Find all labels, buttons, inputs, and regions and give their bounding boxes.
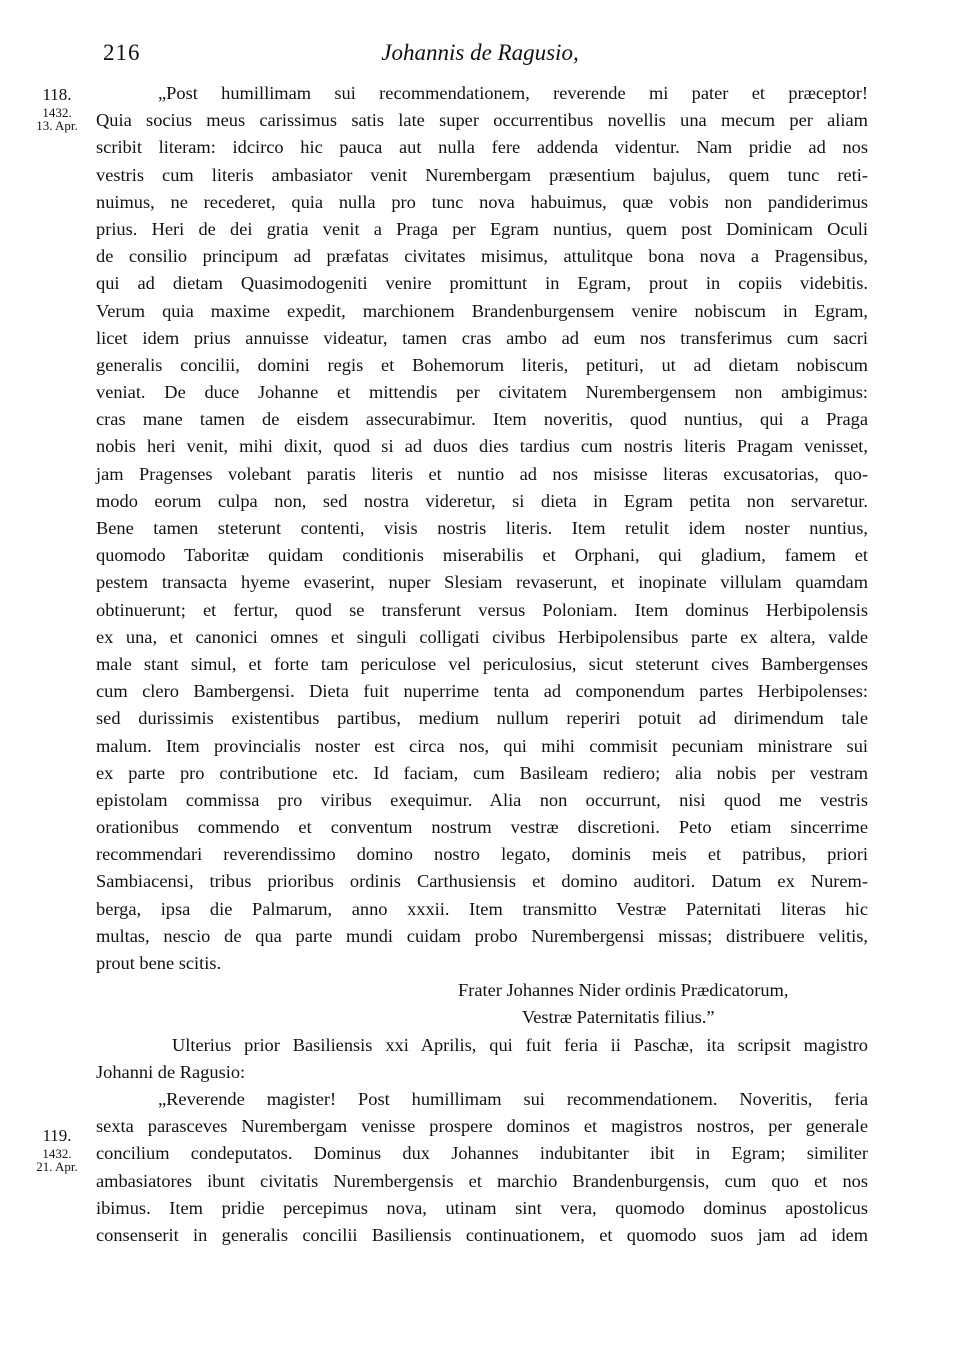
- text-line: Johanni de Ragusio:: [96, 1061, 246, 1082]
- letter-year: 1432.: [42, 1146, 72, 1161]
- text-line: de consilio principum ad præfatas civitates misimus, attulitque bona nova a Pragensibus,: [96, 246, 868, 267]
- text-line: sed durissimis existentibus partibus, medium nullum reperiri potuit ad dirimendum tale: [96, 708, 868, 729]
- text-line: nobis heri venit, mihi dixit, quod si ad duos dies tardius cum nostris literis Pragam venisset,: [96, 436, 868, 457]
- text-line: cras mane tamen de eisdem assecurabimur. Item noveritis, quod nuntius, qui a Praga: [96, 409, 868, 430]
- text-line: concilium condeputatos. Dominus dux Johannes indubitanter ibit in Egram; similiter: [96, 1143, 868, 1164]
- letter-year: 1432.: [42, 105, 72, 120]
- letter-date: 13. Apr.: [36, 118, 78, 133]
- text-line: ibimus. Item pridie percepimus nova, utinam sint vera, quomodo dominus apostolicus: [96, 1197, 868, 1218]
- text-line: „Reverende magister! Post humillimam sui recommendationem. Noveritis, feria: [158, 1088, 868, 1109]
- text-line: jam Pragenses volebant paratis literis et nuntio ad nos misisse literas excusatorias, quo-: [96, 463, 868, 484]
- margin-note-119: [24, 1125, 90, 1173]
- text-line: veniat. De duce Johanne et mittendis per civitatem Nurembergensem non ambigimus:: [96, 382, 868, 403]
- text-line: Ulterius prior Basiliensis xxi Aprilis, qui fuit feria ii Paschæ, ita scripsit magistro: [172, 1034, 868, 1055]
- text-line: nuimus, ne recederet, quia nulla pro tunc nova habuimus, quæ vobis non pandiderimus: [96, 191, 868, 212]
- letter-number: 119.: [42, 1126, 72, 1145]
- text-line: Verum quia maxime expedit, marchionem Brandenburgensem venire nobiscum in Egram,: [96, 300, 868, 321]
- text-line: vestris cum literis ambasiator venit Nurembergam præsentium bajulus, quem tunc reti-: [96, 164, 868, 185]
- body-text: [96, 80, 868, 1249]
- text-line: berga, ipsa die Palmarum, anno xxxii. Item transmitto Vestræ Paternitati literas hic: [96, 898, 868, 919]
- text-line: ambasiatores ibunt civitatis Nurembergensis et marchio Brandenburgensis, cum quo et nos: [96, 1170, 868, 1191]
- text-line: ex una, et canonici omnes et singuli colligati civibus Herbipolensibus parte ex altera, valde: [96, 626, 868, 647]
- text-line: obtinuerunt; et fertur, quod se transferunt versus Poloniam. Item dominus Herbipolensis: [96, 599, 868, 620]
- text-line: prius. Heri de dei gratia venit a Praga per Egram nuntius, quem post Dominicam Oculi: [96, 218, 868, 239]
- text-line: epistolam commissa pro viribus exequimur. Alia non occurrunt, nisi quod me vestris: [96, 789, 868, 810]
- text-line: multas, nescio de qua parte mundi cuidam probo Nurembergensi missas; distribuere velitis,: [96, 925, 868, 946]
- text-line: quomodo Taboritæ quidam conditionis miserabilis et Orphani, qui gladium, famem et: [96, 545, 868, 566]
- page-number: 216: [103, 40, 141, 65]
- text-line: consenserit in generalis concilii Basiliensis continuationem, et quomodo suos jam ad idem: [96, 1224, 868, 1245]
- text-line: orationibus commendo et conventum nostrum vestræ discretioni. Peto etiam sincerrime: [96, 817, 868, 838]
- signature-line: Frater Johannes Nider ordinis Prædicatorum,: [458, 980, 789, 1001]
- margin-note-118: [24, 84, 90, 132]
- page-header: [0, 32, 960, 72]
- running-head: Johannis de Ragusio,: [381, 40, 579, 65]
- signature-line: Vestræ Paternitatis filius.”: [522, 1007, 715, 1028]
- letter-date: 21. Apr.: [36, 1159, 78, 1174]
- text-line: sexta parasceves Nurembergam venisse prospere dominos et magistros nostros, per generale: [96, 1116, 868, 1137]
- text-line: malum. Item provincialis noster est circa nos, qui mihi commisit pecuniam ministrare sui: [96, 735, 868, 756]
- text-line: male stant simul, et forte tam periculose vel periculosius, sicut steterunt cives Bambergenses: [96, 653, 868, 674]
- text-line: „Post humillimam sui recommendationem, reverende mi pater et præceptor!: [158, 83, 868, 103]
- letter-number: 118.: [42, 85, 72, 104]
- text-line: pestem transacta hyeme evaserint, nuper Slesiam revaserunt, et inopinate villulam quamdam: [96, 572, 868, 593]
- text-line: modo eorum culpa non, sed nostra videretur, si dieta in Egram petita non servaretur.: [96, 490, 868, 511]
- text-line: Quia socius meus carissimus satis late super occurrentibus novellis una mecum per aliam: [96, 110, 868, 131]
- text-line: Bene tamen steterunt contenti, visis nostris literis. Item retulit idem noster nuntius,: [96, 518, 868, 538]
- text-line: scribit literam: idcirco hic pauca aut nulla fere addenda videntur. Nam pridie ad nos: [96, 137, 868, 158]
- text-line: ex parte pro contributione etc. Id faciam, cum Basileam rediero; alia nobis per vestram: [96, 762, 868, 783]
- text-line: qui ad dietam Quasimodogeniti venire promittunt in Egram, prout in copiis videbitis.: [96, 273, 868, 294]
- text-line: recommendari reverendissimo domino nostro legato, dominis meis et patribus, priori: [96, 844, 868, 865]
- text-line: Sambiacensi, tribus prioribus ordinis Carthusiensis et domino auditori. Datum ex Nurem-: [96, 871, 868, 892]
- text-line: prout bene scitis.: [96, 953, 222, 973]
- text-line: cum clero Bambergensi. Dieta fuit nuperrime tenta ad componendum partes Herbipolenses:: [96, 681, 868, 702]
- text-line: licet idem prius annuisse videatur, tamen cras ambo ad eum nos transferimus cum sacri: [96, 327, 868, 348]
- text-line: generalis concilii, domini regis et Bohemorum literis, petituri, ut ad dietam nobiscum: [96, 354, 868, 375]
